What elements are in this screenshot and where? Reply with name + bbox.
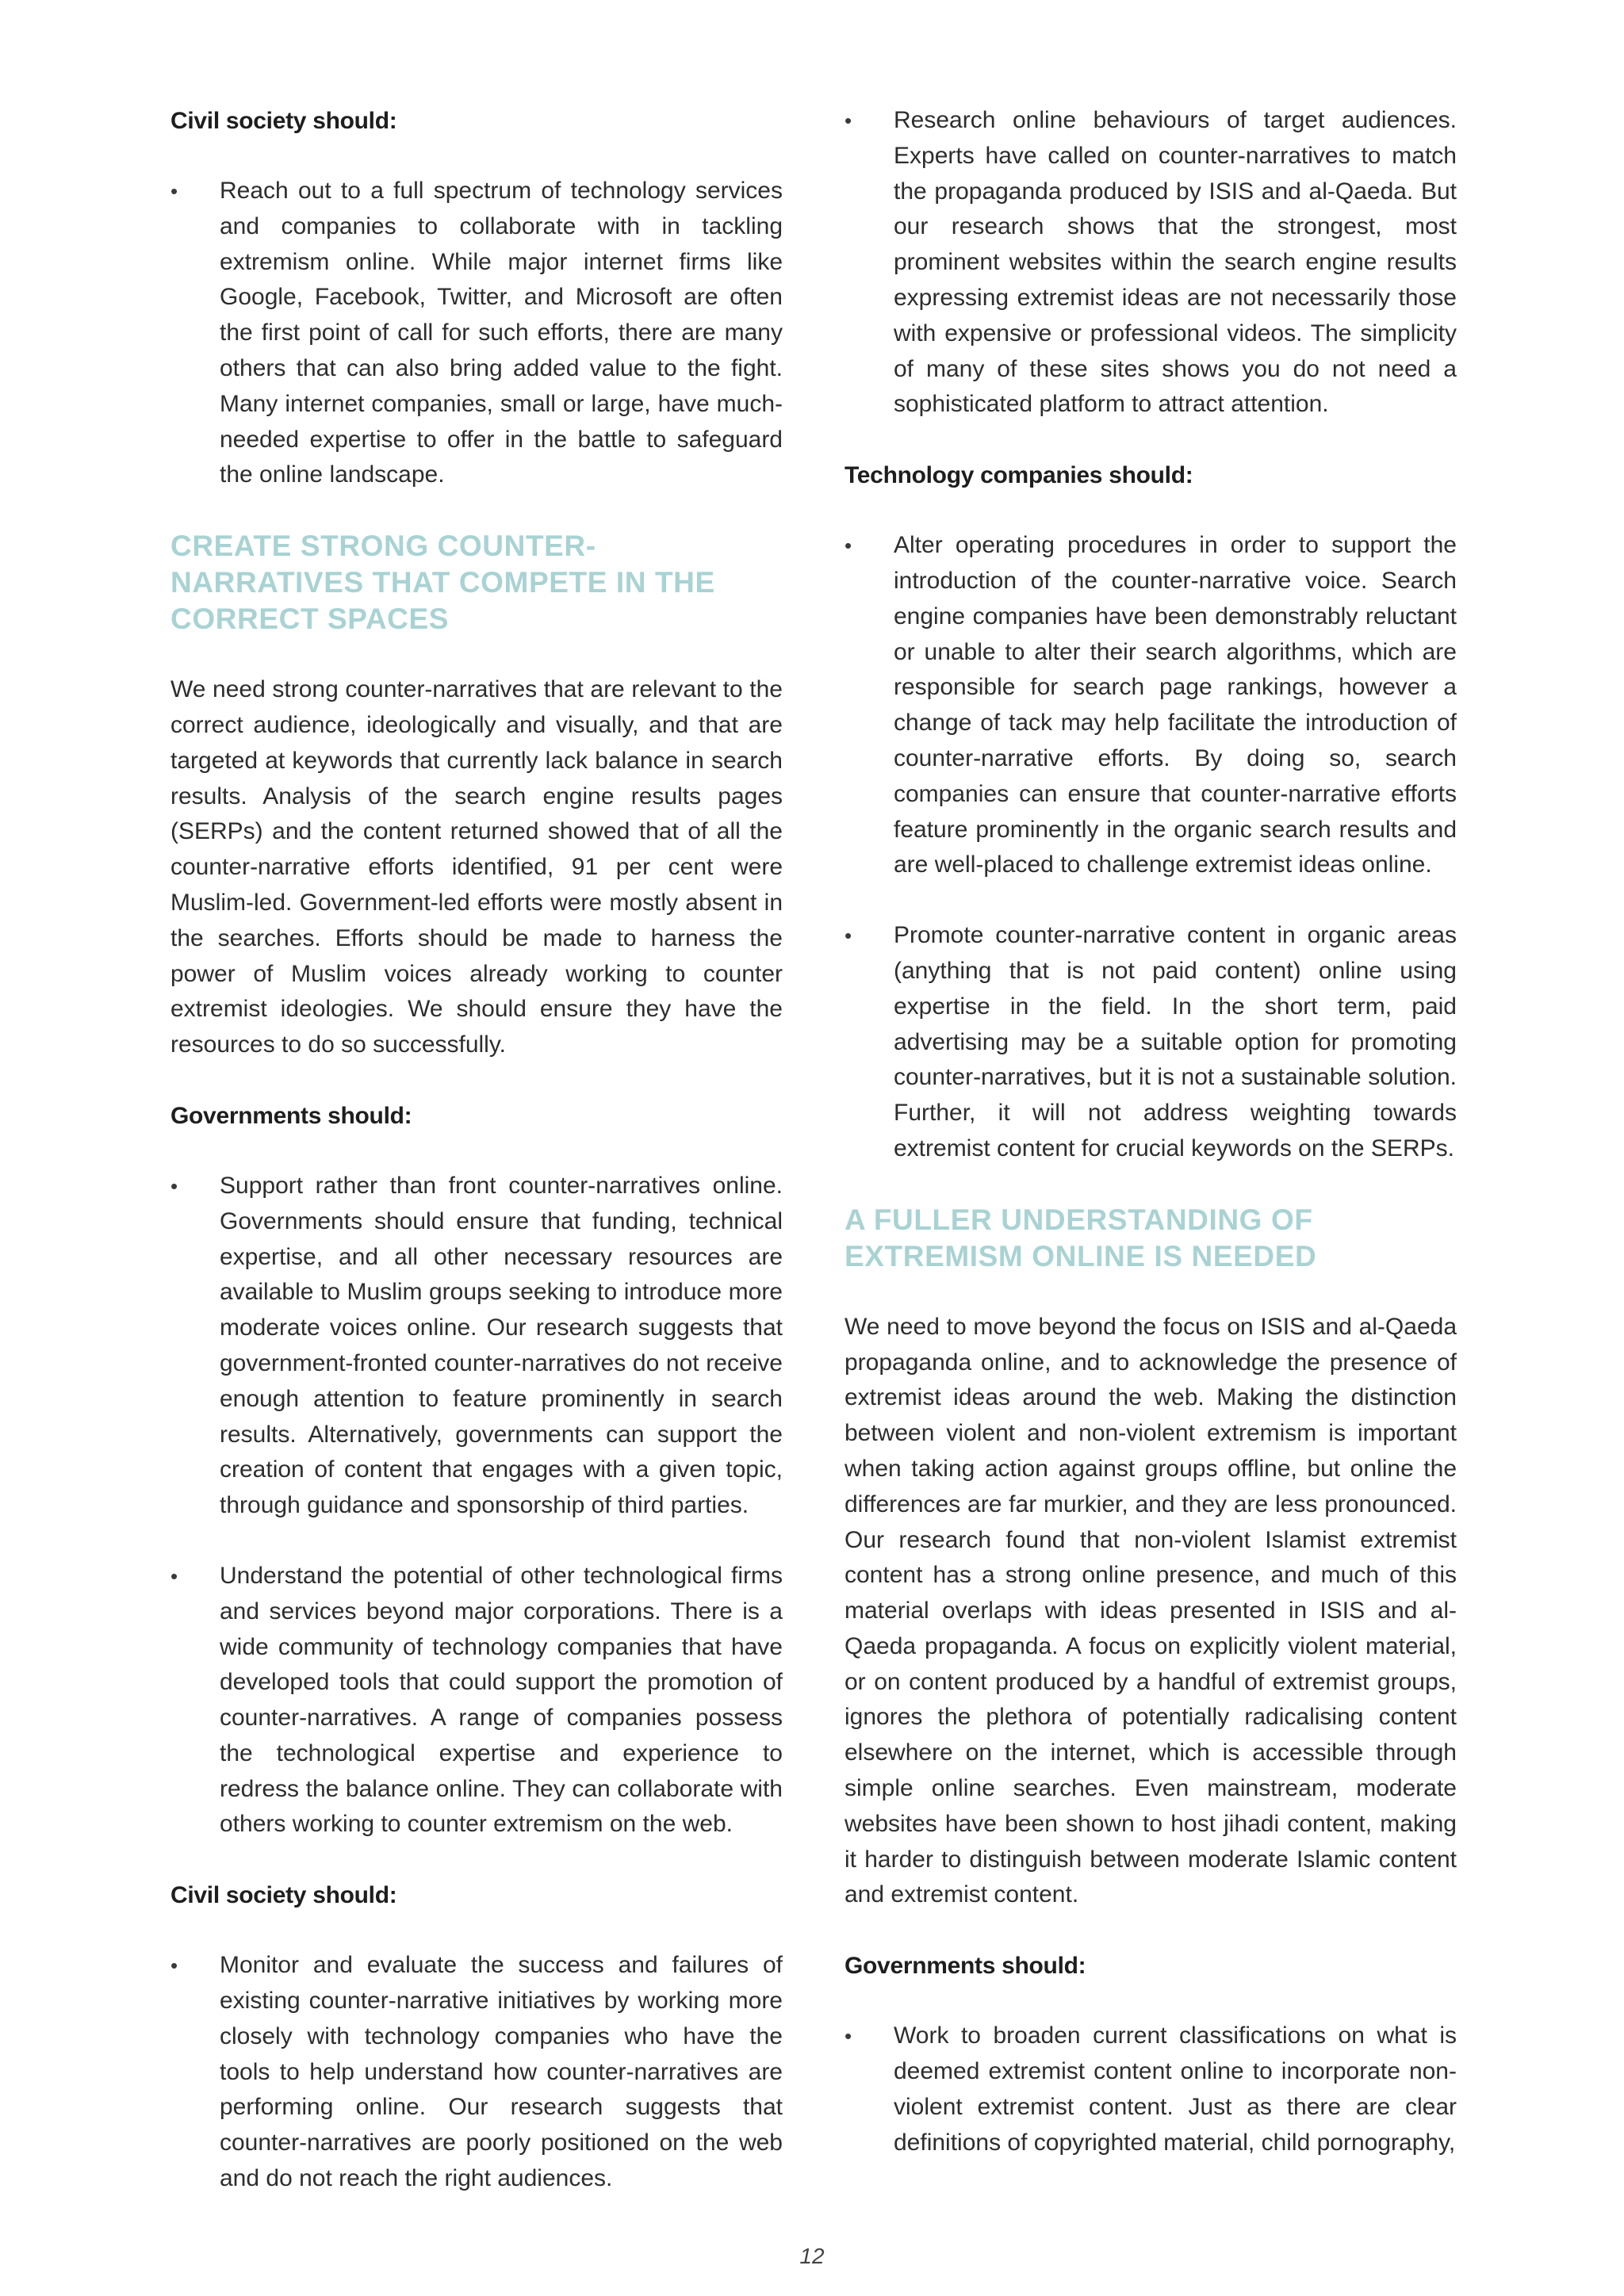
bullet-text: Understand the potential of other technological firms and services beyond major corporations. There is a wide community of technology companies that have developed tools that could support the promotion of counter-narratives. A range of companies possess the technological expertise and experience to redress the balance online. They can collaborate with others working to counter extremism on the web.	[220, 1562, 783, 1838]
bullet-text: Alter operating procedures in order to support the introduction of the counter-narrative voice. Search engine companies have been demonstrably reluctant or unable to alter their search algorithms, which are responsible for search page rankings, however a change of tack may help facilitate the introduction of counter-narrative efforts. By doing so, search companies can ensure that counter-narrative efforts feature prominently in the organic search results and are well-placed to challenge extremist ideas online.	[894, 532, 1457, 878]
governments-label: Governments should:	[170, 1102, 412, 1129]
bullet-icon: •	[170, 1173, 178, 1198]
governments-bullet-list	[170, 1169, 783, 1843]
bullet-item	[170, 1559, 783, 1843]
right-column	[845, 103, 1457, 2195]
section-heading-counter-narratives: CREATE STRONG COUNTER-NARRATIVES THAT COMPETE IN THE CORRECT SPACES	[170, 530, 715, 636]
body-paragraph: We need strong counter-narratives that are relevant to the correct audience, ideologically and visually, and that are targeted at keywords that currently lack balance in search results. Analysis of the search engine results pages (SERPs) and the content returned showed that of all the counter-narrative efforts identified, 91 per cent were Muslim-led. Government-led efforts were mostly absent in the searches. Efforts should be made to harness the power of Muslim voices already working to counter extremist ideologies. We should ensure they have the resources to do so successfully.	[170, 676, 783, 1058]
bullet-icon: •	[845, 924, 852, 948]
governments-bullet-list-2	[845, 2019, 1457, 2160]
civil-society-bullet-list-2	[170, 1948, 783, 2197]
research-bullet-list	[845, 103, 1457, 423]
bullet-text: Promote counter-narrative content in organic areas (anything that is not paid content) online using expertise in the field. In the short term, paid advertising may be a suitable option for promoting counter-narratives, but it is not a sustainable solution. Further, it will not address weighting towards extremist content for crucial keywords on the SERPs.	[894, 922, 1457, 1161]
bullet-text: Support rather than front counter-narratives online. Governments should ensure that funding, technical expertise, and all other necessary resources are available to Muslim groups seeking to introduce more moderate voices online. Our research suggests that government-fronted counter-narratives do not receive enough attention to feature prominently in search results. Alternatively, governments can support the creation of content that engages with a given topic, through guidance and sponsorship of third parties.	[220, 1172, 783, 1519]
bullet-icon: •	[845, 2024, 852, 2049]
bullet-text: Reach out to a full spectrum of technology services and companies to collaborate with in tackling extremism online. While major internet firms like Google, Facebook, Twitter, and Microsoft are often the first point of call for such efforts, there are many others that can also bring added value to the fight. Many internet companies, small or large, have much-needed expertise to offer in the battle to safeguard the online landscape.	[220, 178, 783, 488]
bullet-icon: •	[170, 1954, 178, 1978]
bullet-icon: •	[845, 109, 852, 132]
bullet-item	[845, 2019, 1457, 2160]
civil-society-bullet-list	[170, 174, 783, 493]
technology-companies-label: Technology companies should:	[845, 462, 1193, 489]
bullet-item	[845, 528, 1457, 883]
section-heading-extremism-online: A FULLER UNDERSTANDING OF EXTREMISM ONLINE IS NEEDED	[845, 1203, 1317, 1272]
left-column	[170, 103, 783, 2232]
bullet-item	[170, 174, 783, 493]
bullet-icon: •	[845, 534, 852, 558]
bullet-text: Research online behaviours of target audiences. Experts have called on counter-narratives to match the propaganda produced by ISIS and al-Qaeda. But our research shows that the strongest, most prominent websites within the search engine results expressing extremist ideas are not necessarily those with expensive or professional videos. The simplicity of many of these sites shows you do not need a sophisticated platform to attract attention.	[894, 107, 1457, 418]
body-paragraph: We need to move beyond the focus on ISIS and al-Qaeda propaganda online, and to acknowledge the presence of extremist ideas around the web. Making the distinction between violent and non-violent extremism is important when taking action against groups offline, but online the differences are far murkier, and they are less pronounced. Our research found that non-violent Islamist extremist content has a strong online presence, and much of this material overlaps with ideas presented in ISIS and al-Qaeda propaganda. A focus on explicitly violent material, or on content produced by a handful of extremist groups, ignores the plethora of potentially radicalising content elsewhere on the internet, which is accessible through simple online searches. Even mainstream, moderate websites have been shown to host jihadi content, making it harder to distinguish between moderate Islamic content and extremist content.	[845, 1313, 1457, 1908]
bullet-item	[845, 918, 1457, 1167]
governments-label-2: Governments should:	[845, 1953, 1086, 1980]
technology-companies-bullet-list	[845, 528, 1457, 1167]
bullet-item	[845, 103, 1457, 423]
civil-society-label-2: Civil society should:	[170, 1882, 397, 1909]
bullet-item	[170, 1948, 783, 2197]
bullet-icon: •	[170, 1563, 178, 1588]
bullet-text: Work to broaden current classifications on what is deemed extremist content online to incorporate non-violent extremist content. Just as there are clear definitions of copyrighted material, child pornography,	[894, 2022, 1457, 2156]
bullet-item	[170, 1169, 783, 1524]
civil-society-label: Civil society should:	[170, 108, 397, 134]
bullet-text: Monitor and evaluate the success and failures of existing counter-narrative initiatives by working more closely with technology companies who have the tools to help understand how counter-narratives are performing online. Our research suggests that counter-narratives are poorly positioned on the web and do not reach the right audiences.	[220, 1952, 783, 2192]
page-number: 12	[799, 2244, 825, 2268]
bullet-icon: •	[170, 179, 178, 203]
